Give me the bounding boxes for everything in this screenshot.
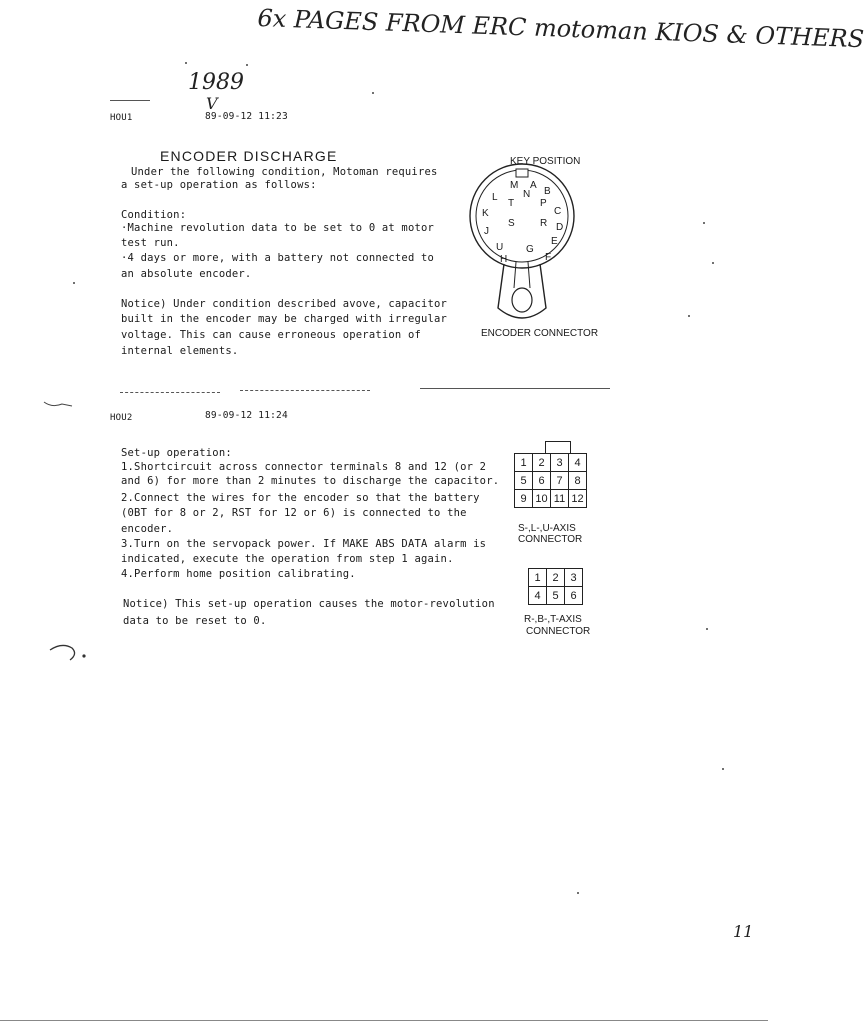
slu-connector-grid: [514, 453, 587, 508]
pin-label: T: [508, 198, 515, 209]
condition-label: Condition:: [121, 209, 187, 221]
terminal-cell: 5: [547, 587, 565, 605]
pin-label: N: [523, 189, 531, 200]
terminal-cell: 2: [547, 569, 565, 587]
terminal-cell: 4: [529, 587, 547, 605]
pin-label: D: [556, 222, 564, 233]
scan-speck: [688, 315, 690, 317]
bottom-edge-line: [0, 1020, 768, 1021]
rbt-connector-label: R-,B-,T-AXIS: [524, 614, 582, 625]
terminal-cell: 7: [551, 472, 569, 490]
scan-speck: [73, 282, 75, 284]
terminal-cell: 6: [565, 587, 583, 605]
terminal-cell: 1: [515, 454, 533, 472]
section2-code: HOU2: [110, 413, 133, 423]
setup-label: Set-up operation:: [121, 447, 232, 459]
handwritten-page-mark: 11: [733, 922, 754, 941]
section1-code: HOU1: [110, 113, 133, 123]
scan-speck: [577, 892, 579, 894]
scan-speck: [712, 262, 714, 264]
pin-label: G: [526, 244, 534, 255]
slu-connector-label: CONNECTOR: [518, 534, 583, 545]
pin-label: L: [492, 192, 498, 203]
scan-mark: [42, 398, 76, 410]
section-divider: [120, 392, 220, 393]
scan-speck: [703, 222, 705, 224]
handwritten-header-note: 6x PAGES FROM ERC motoman KIOS & OTHERS: [257, 4, 865, 54]
terminal-cell: 4: [569, 454, 587, 472]
section-divider: [240, 390, 370, 391]
pin-label: R: [540, 218, 548, 229]
pin-label: U: [496, 242, 504, 253]
handwritten-checkmark: V: [206, 94, 218, 113]
handwritten-year: 1989: [188, 70, 244, 95]
pin-label: H: [500, 254, 508, 265]
scan-speck: [706, 628, 708, 630]
pin-label: M: [510, 180, 519, 191]
rbt-connector-label: CONNECTOR: [526, 626, 591, 637]
section1-timestamp: 89-09-12 11:23: [205, 111, 288, 122]
terminal-cell: 12: [569, 490, 587, 508]
section2-timestamp: 89-09-12 11:24: [205, 410, 288, 421]
pin-label: K: [482, 208, 489, 219]
scan-mark: [48, 640, 90, 664]
section-divider: [420, 388, 610, 389]
terminal-cell: 11: [551, 490, 569, 508]
terminal-cell: 9: [515, 490, 533, 508]
pin-label: E: [551, 236, 558, 247]
pin-label: C: [554, 206, 562, 217]
scan-speck: [722, 768, 724, 770]
terminal-cell: 1: [529, 569, 547, 587]
terminal-cell: 2: [533, 454, 551, 472]
pin-label: S: [508, 218, 515, 229]
scan-speck: [185, 62, 187, 64]
pin-label: P: [540, 198, 547, 209]
pin-label: J: [484, 226, 489, 237]
terminal-cell: 10: [533, 490, 551, 508]
terminal-cell: 3: [565, 569, 583, 587]
terminal-cell: 3: [551, 454, 569, 472]
pin-label: A: [530, 180, 537, 191]
encoder-connector-label: ENCODER CONNECTOR: [481, 328, 599, 339]
slu-connector-label: S-,L-,U-AXIS: [518, 523, 576, 534]
pin-label: B: [544, 186, 551, 197]
rbt-connector-grid: [528, 568, 583, 605]
terminal-cell: 8: [569, 472, 587, 490]
pin-label: F: [545, 252, 552, 263]
terminal-cell: 5: [515, 472, 533, 490]
scan-speck: [372, 92, 374, 94]
scan-speck: [246, 64, 248, 66]
terminal-cell: 6: [533, 472, 551, 490]
key-position-label: KEY POSITION: [510, 156, 581, 167]
section1-rule: [110, 100, 150, 101]
page-title: ENCODER DISCHARGE: [160, 148, 338, 164]
